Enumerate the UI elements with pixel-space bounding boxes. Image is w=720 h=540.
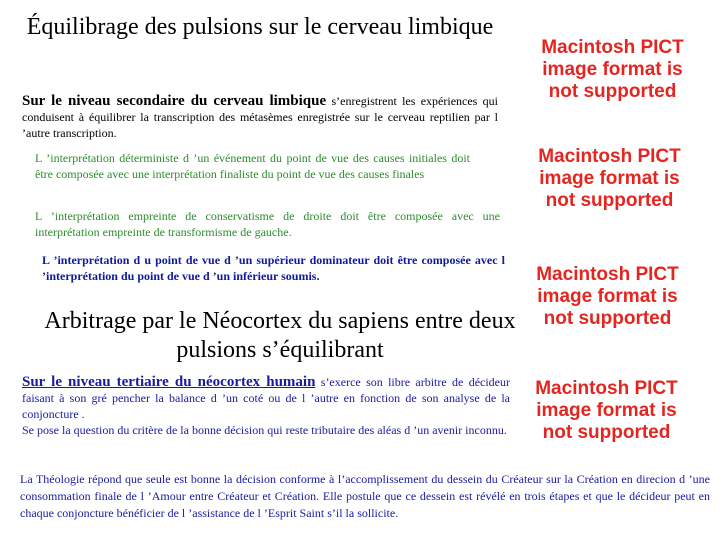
section-title: Arbitrage par le Néocortex du sapiens entre deux pulsions s’équilibrant (44, 308, 516, 363)
secondary-level-text: s’enregistrent les expériences qui conduisent à équilibrer la transcription des métasèmes enregistrée sur le cerveau reptilien par l ’autre transcription. (22, 94, 498, 140)
determinist-finalist-paragraph: L ’interprétation déterministe d ’un événement du point de vue des causes initiales doit être composée avec une interprétation finaliste du point de vue des causes finales (35, 151, 470, 181)
secondary-level-heading: Sur le niveau secondaire du cerveau limbique (22, 93, 327, 109)
tertiary-level-heading: Sur le niveau tertiaire du néocortex humain (22, 374, 316, 390)
tertiary-level-paragraph (22, 374, 510, 438)
secondary-level-paragraph (22, 93, 498, 141)
image-placeholder-3: Macintosh PICT image format is not supported (536, 264, 679, 329)
image-placeholder-4: Macintosh PICT image format is not supported (535, 378, 678, 443)
dominant-submissive-paragraph: L ’interprétation d u point de vue d ’un supérieur dominateur doit être composée avec l ’interprétation du point de vue d ’un inférieur soumis. (42, 253, 505, 283)
image-placeholder-1: Macintosh PICT image format is not supported (541, 37, 684, 102)
theology-paragraph: La Théologie répond que seule est bonne la décision conforme à l’accomplissement du dessein du Créateur sur la Création en direcion d ’une consommation finale de l ’Amour entre Créateur et Création. Elle postule que ce dessein est révélé en trois étapes et que le décideur peut en chaque conjoncture bénéficier de l ’assistance de l ’Esprit Saint s’il la sollicite. (20, 472, 710, 520)
image-placeholder-2: Macintosh PICT image format is not supported (538, 146, 681, 211)
page-title: Équilibrage des pulsions sur le cerveau limbique (26, 14, 494, 40)
decision-criterion-text: Se pose la question du critère de la bonne décision qui reste tributaire des aléas d ’un avenir inconnu. (22, 423, 507, 437)
tertiary-level-text: s’exerce son libre arbitre de décideur faisant à son gré pencher la balance d ’un coté ou de l ’autre en fonction de son analyse de la conjoncture . (22, 375, 511, 421)
conservatism-transformism-paragraph: L ’interprétation empreinte de conservatisme de droite doit être composée avec une interprétation empreinte de transformisme de gauche. (35, 209, 500, 239)
